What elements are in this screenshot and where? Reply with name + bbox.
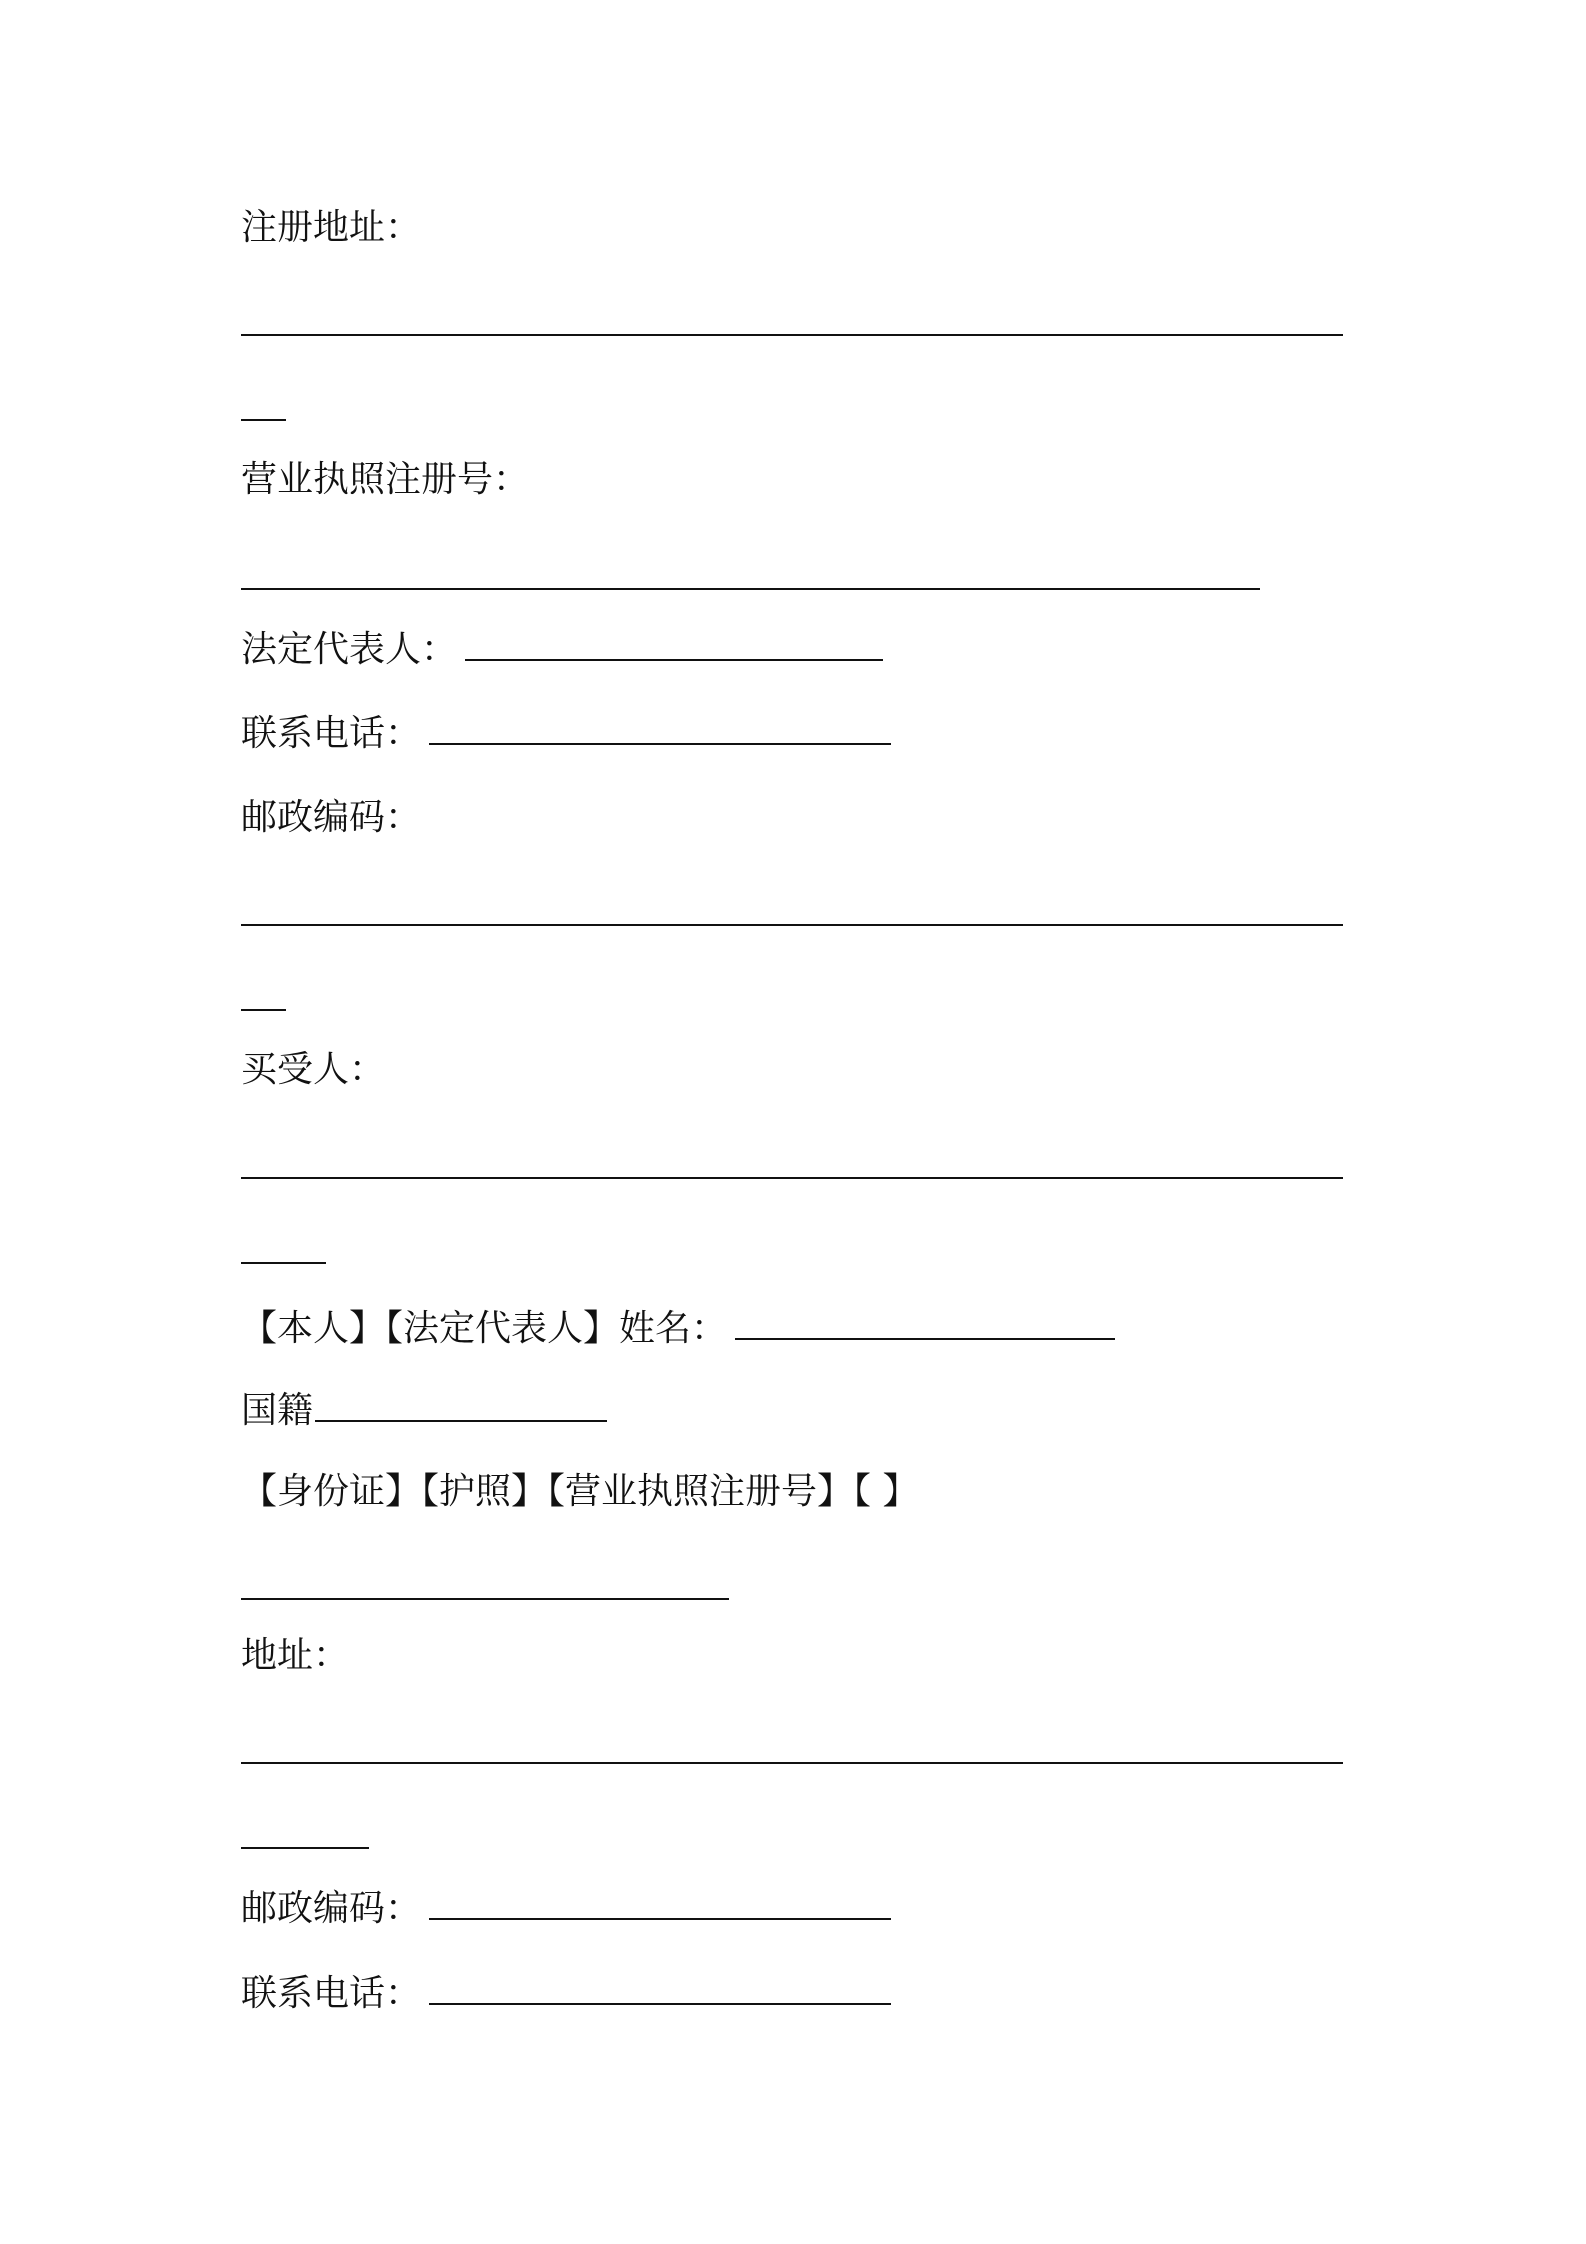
business-license-field-line[interactable] <box>241 588 1260 590</box>
postal-code-field-line-1[interactable] <box>241 924 1343 926</box>
phone-label-2: 联系电话： <box>241 1973 422 2014</box>
phone-row-1 <box>241 712 891 756</box>
registered-address-field-line-2[interactable] <box>241 419 286 421</box>
nationality-label: 国籍 <box>241 1390 314 1431</box>
business-license-label: 营业执照注册号： <box>241 459 530 500</box>
id-type-line: 【身份证】【护照】【营业执照注册号】【 】 <box>241 1471 919 1512</box>
postal-code-label-1: 邮政编码： <box>241 797 422 838</box>
registered-address-field-line-1[interactable] <box>241 334 1343 336</box>
registered-address-label: 注册地址： <box>241 207 422 248</box>
legal-representative-row <box>241 628 883 672</box>
address-field-line-2[interactable] <box>241 1847 369 1849</box>
phone-field-1[interactable] <box>429 713 891 745</box>
name-row <box>241 1307 1115 1351</box>
postal-code-row-2 <box>241 1887 891 1931</box>
phone-label-1: 联系电话： <box>241 713 422 754</box>
address-label: 地址： <box>241 1635 350 1676</box>
buyer-label: 买受人： <box>241 1049 386 1090</box>
postal-code-field-3[interactable] <box>429 1888 891 1920</box>
name-field[interactable] <box>735 1308 1115 1340</box>
phone-row-2 <box>241 1972 891 2016</box>
postal-code-label-2: 邮政编码： <box>241 1888 422 1929</box>
nationality-row <box>241 1389 607 1433</box>
nationality-field[interactable] <box>315 1390 607 1422</box>
legal-representative-label: 法定代表人： <box>241 629 458 670</box>
buyer-field-line-2[interactable] <box>241 1262 326 1264</box>
postal-code-field-line-2[interactable] <box>241 1009 286 1011</box>
phone-field-2[interactable] <box>429 1973 891 2005</box>
name-line-label: 【本人】【法定代表人】姓名： <box>241 1308 728 1349</box>
legal-representative-field[interactable] <box>465 629 883 661</box>
buyer-field-line-1[interactable] <box>241 1177 1343 1179</box>
address-field-line-1[interactable] <box>241 1762 1343 1764</box>
id-number-field-line[interactable] <box>241 1598 729 1600</box>
